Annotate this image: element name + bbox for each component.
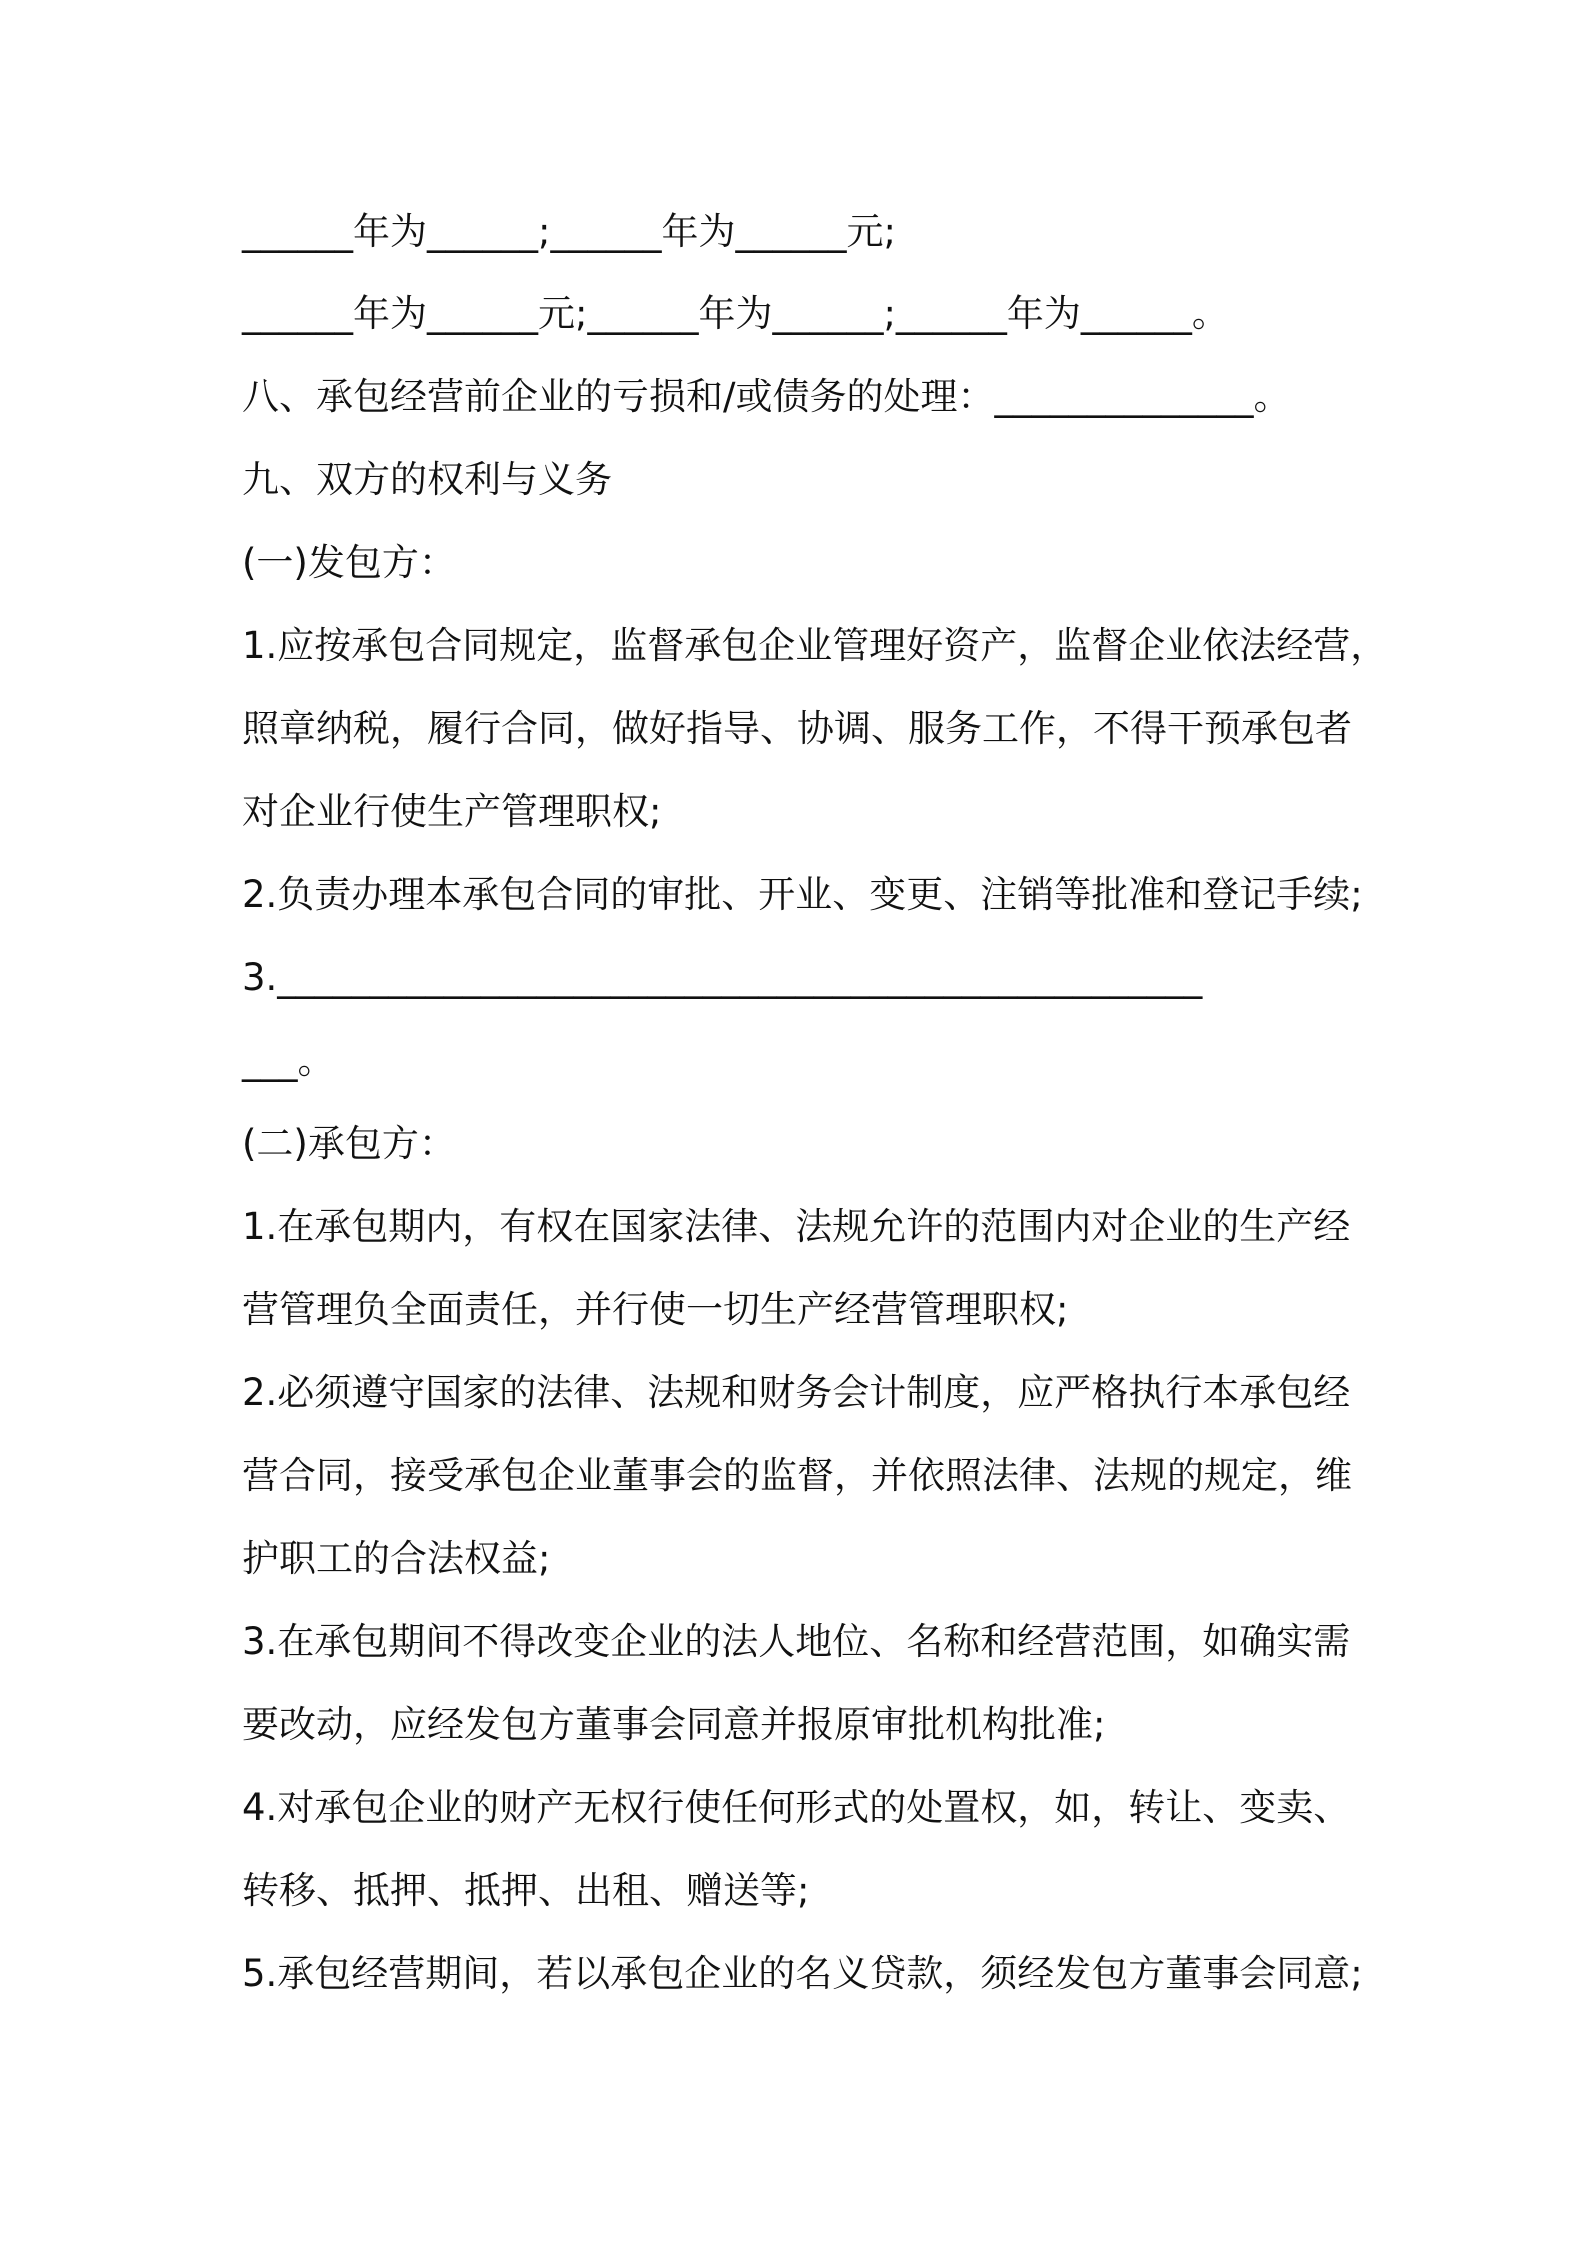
text-line: 3.__________________________________________________: [242, 956, 1203, 999]
text-line: 4.对承包企业的财产无权行使任何形式的处置权，如，转让、变卖、: [242, 1786, 1351, 1829]
text-line: 营合同，接受承包企业董事会的监督，并依照法律、法规的规定，维: [242, 1454, 1352, 1497]
text-line: 转移、抵押、抵押、出租、赠送等;: [242, 1869, 810, 1912]
text-line: 要改动，应经发包方董事会同意并报原审批机构批准;: [242, 1703, 1106, 1746]
subsection-heading: (二)承包方：: [242, 1122, 456, 1165]
text-line: 对企业行使生产管理职权;: [242, 790, 662, 833]
text-line: 营管理负全面责任，并行使一切生产经营管理职权;: [242, 1288, 1069, 1331]
text-line: 护职工的合法权益;: [242, 1537, 551, 1580]
text-line: 2.负责办理本承包合同的审批、开业、变更、注销等批准和登记手续;: [242, 873, 1363, 916]
text-line: ______年为______元;______年为______;______年为______。: [242, 292, 1229, 335]
section-heading: 八、承包经营前企业的亏损和/或债务的处理：______________。: [242, 375, 1291, 418]
text-line: ___。: [242, 1039, 335, 1082]
text-line: 2.必须遵守国家的法律、法规和财务会计制度，应严格执行本承包经: [242, 1371, 1351, 1414]
text-line: ______年为______;______年为______元;: [242, 210, 896, 253]
subsection-heading: (一)发包方：: [242, 541, 456, 584]
text-line: 3.在承包期间不得改变企业的法人地位、名称和经营范围，如确实需: [242, 1620, 1351, 1663]
section-heading: 九、双方的权利与义务: [242, 458, 612, 501]
text-line: 1.应按承包合同规定，监督承包企业管理好资产，监督企业依法经营，: [242, 624, 1388, 667]
text-line: 1.在承包期内，有权在国家法律、法规允许的范围内对企业的生产经: [242, 1205, 1351, 1248]
text-line: 照章纳税，履行合同，做好指导、协调、服务工作，不得干预承包者: [242, 707, 1352, 750]
text-line: 5.承包经营期间，若以承包企业的名义贷款，须经发包方董事会同意;: [242, 1952, 1363, 1995]
